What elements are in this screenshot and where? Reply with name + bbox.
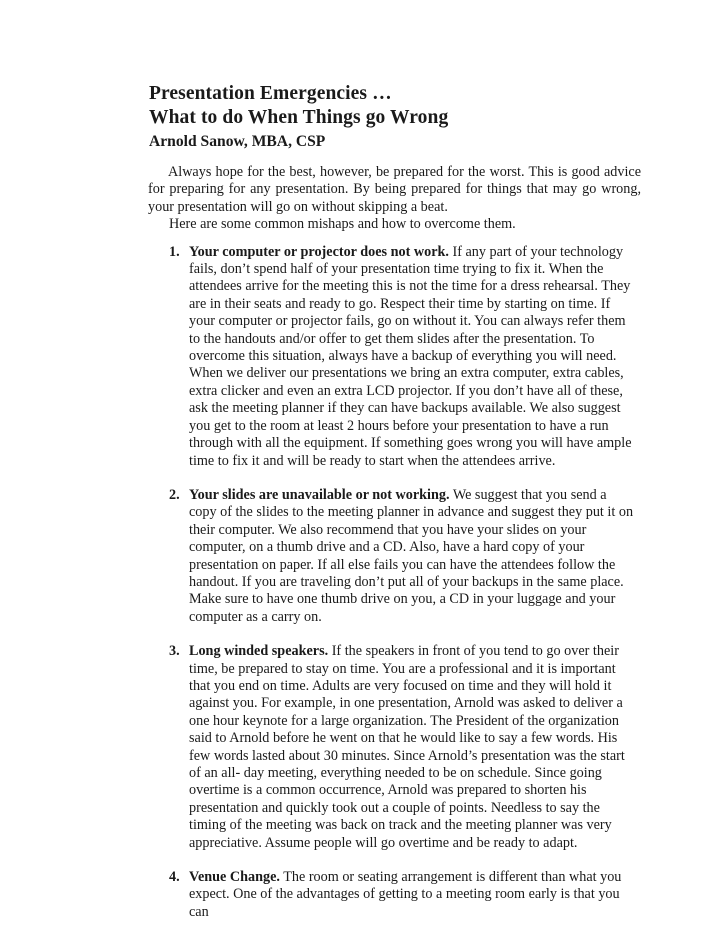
list-item-number: 3. [169,643,180,660]
intro-paragraph-2: Here are some common mishaps and how to overcome them. [169,216,516,233]
document-title [149,82,637,130]
title-line-1: Presentation Emergencies … [149,83,392,104]
list-item-body: If any part of your technology fails, don’t spend half of your presentation time trying to fix it. When the attendees arrive for the meeting this is not the time for a dress rehearsal. They are in their seats and ready to go. Respect their time by starting on time. If your computer or projector fails, go on without it. You can always refer them to the handouts and/or offer to get them slides after the presentation. To overcome this situation, always have a backup of everything you will need. When we deliver our presentations we bring an extra computer, extra cables, extra clicker and even an extra LCD projector. If you don’t have all of these, ask the meeting planner if they can have backups available. We also suggest you get to the room at least 2 hours before your presentation to have a run through with all the equipment. If something goes wrong you will have ample time to fix it and will be ready to start when the attendees arrive. [189,243,632,469]
intro-paragraph-1: Always hope for the best, however, be prepared for the worst. This is good advice for preparing for any presentation. By being prepared for things that may go wrong, your presentation will go on without skipping a beat. [148,164,641,215]
list-item-heading: Your slides are unavailable or not working. [189,486,450,503]
list-item-body: If the speakers in front of you tend to go over their time, be prepared to stay on time. You are a professional and it is important that you end on time. Adults are very focused on time and they will hold it against you. For example, in one presentation, Arnold was asked to deliver a one hour keynote for a large organization. The President of the organization said to Arnold before he went on that he would like to say a few words. His few words lasted about 30 minutes. Since Arnold’s presentation was the start of an all- day meeting, everything needed to be on schedule. Since going overtime is a common occurrence, Arnold was prepared to shorten his presentation and quickly took out a couple of points. Needless to say the timing of the meeting was back on track and the meeting planner was very appreciative. Assume people will go overtime and be ready to adapt. [189,643,625,851]
list-item-body: We suggest that you send a copy of the slides to the meeting planner in advance and suggest they put it on their computer. We also recommend that you have your slides on your computer, on a thumb drive and a CD. Also, have a hard copy of your presentation on paper. If all else fails you can have the attendees follow the handout. If you are traveling don’t put all of your backups in the same place. Make sure to have one thumb drive on you, a CD in your luggage and your computer as a carry on. [189,486,634,625]
document-body [148,82,641,938]
mishap-list [149,244,637,922]
list-item [149,487,637,626]
author-byline: Arnold Sanow, MBA, CSP [149,133,326,150]
list-item-number: 4. [169,869,180,886]
list-item [149,244,637,470]
list-item [149,869,637,921]
list-item-number: 2. [169,486,180,503]
list-item-heading: Venue Change. [189,869,280,886]
intro-section [148,164,641,234]
list-item-number: 1. [169,243,180,260]
list-item-body: The room or seating arrangement is different than what you expect. One of the advantages of getting to a meeting room early is that you can [189,869,622,920]
list-item-heading: Your computer or projector does not work. [189,243,449,260]
title-line-2: What to do When Things go Wrong [149,107,449,128]
list-item-heading: Long winded speakers. [189,643,329,660]
list-item [149,643,637,852]
